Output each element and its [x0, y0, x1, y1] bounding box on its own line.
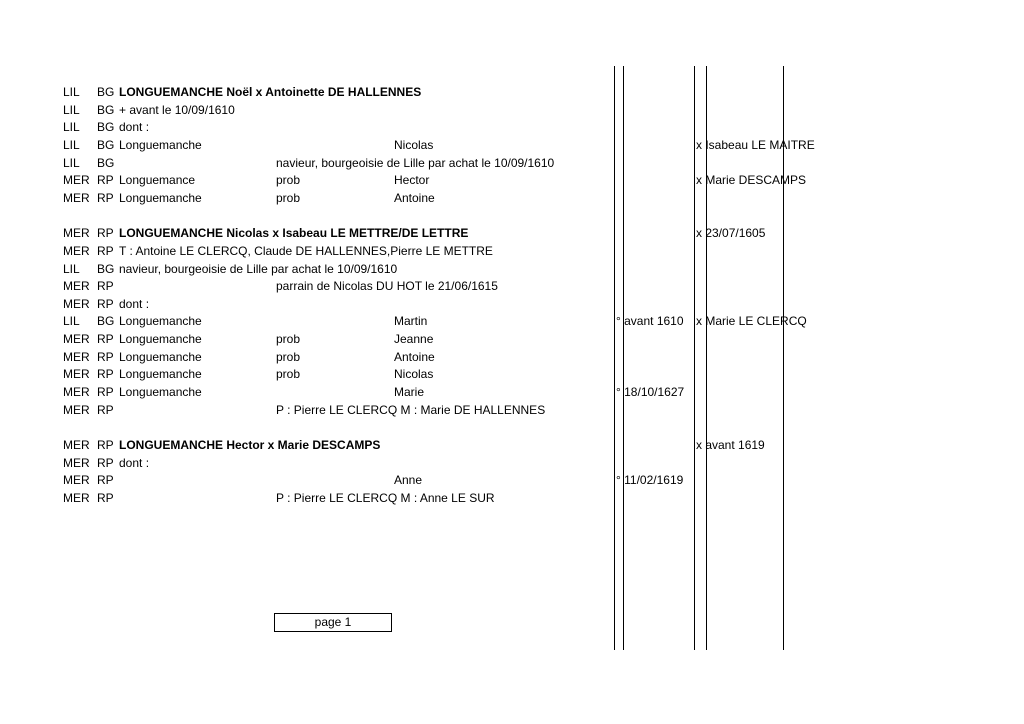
cell-given-name: Antoine: [394, 190, 435, 205]
cell-given-name: Hector: [394, 173, 430, 188]
record-row: [0, 261, 1024, 278]
cell-register-code: RP: [97, 402, 114, 417]
record-row: [0, 472, 1024, 489]
cell-source-code: MER: [63, 279, 90, 294]
cell-source-code: LIL: [63, 155, 80, 170]
record-row: [0, 419, 1024, 436]
cell-birth-date: ° avant 1610: [616, 314, 684, 329]
record-row: [0, 313, 1024, 330]
cell-source-code: MER: [63, 473, 90, 488]
cell-note: navieur, bourgeoisie de Lille par achat le 10/09/1610: [276, 155, 555, 170]
cell-register-code: RP: [97, 279, 114, 294]
cell-marriage: x Marie DESCAMPS: [696, 173, 807, 188]
cell-source-code: MER: [63, 296, 90, 311]
cell-source-code: MER: [63, 226, 90, 241]
cell-source-code: LIL: [63, 137, 80, 152]
record-row: [0, 384, 1024, 401]
cell-surname-or-text: LONGUEMANCHE Nicolas x Isabeau LE METTRE/DE LETTRE: [119, 226, 469, 241]
cell-surname-or-text: navieur, bourgeoisie de Lille par achat le 10/09/1610: [119, 261, 398, 276]
cell-register-code: RP: [97, 173, 114, 188]
cell-given-name: Nicolas: [394, 367, 434, 382]
record-row: [0, 455, 1024, 472]
cell-register-code: BG: [97, 85, 115, 99]
cell-note: prob: [276, 190, 301, 205]
cell-register-code: RP: [97, 490, 114, 505]
cell-marriage: x 23/07/1605: [696, 226, 766, 241]
cell-note: P : Pierre LE CLERCQ M : Anne LE SUR: [276, 490, 495, 505]
cell-surname-or-text: Longuemanche: [119, 314, 202, 329]
cell-source-code: MER: [63, 438, 90, 452]
cell-register-code: RP: [97, 473, 114, 488]
cell-source-code: MER: [63, 490, 90, 505]
cell-marriage: x Isabeau LE MAITRE: [696, 137, 815, 152]
cell-note: prob: [276, 367, 301, 382]
cell-given-name: Nicolas: [394, 137, 434, 152]
record-row: [0, 137, 1024, 154]
cell-surname-or-text: dont :: [119, 120, 150, 135]
cell-birth-date: ° 18/10/1627: [616, 385, 685, 399]
cell-register-code: RP: [97, 349, 114, 364]
cell-given-name: Antoine: [394, 349, 435, 364]
record-row: [0, 366, 1024, 383]
cell-register-code: BG: [97, 137, 115, 152]
cell-source-code: MER: [63, 349, 90, 364]
record-row: [0, 296, 1024, 313]
cell-surname-or-text: Longuemance: [119, 173, 196, 188]
cell-source-code: LIL: [63, 314, 80, 329]
record-row: [0, 349, 1024, 366]
record-row: [0, 437, 1024, 454]
cell-source-code: LIL: [63, 120, 80, 135]
cell-birth-date: ° 11/02/1619: [616, 473, 684, 488]
cell-note: prob: [276, 349, 301, 364]
cell-surname-or-text: Longuemanche: [119, 367, 202, 382]
cell-source-code: MER: [63, 190, 90, 205]
page-number-label: page 1: [314, 615, 352, 629]
cell-surname-or-text: LONGUEMANCHE Hector x Marie DESCAMPS: [119, 438, 381, 452]
cell-note: prob: [276, 332, 301, 347]
cell-register-code: BG: [97, 261, 115, 276]
cell-register-code: BG: [97, 120, 115, 135]
cell-surname-or-text: dont :: [119, 296, 150, 311]
cell-register-code: RP: [97, 332, 114, 347]
record-row: [0, 331, 1024, 348]
cell-register-code: BG: [97, 102, 115, 117]
cell-note: P : Pierre LE CLERCQ M : Marie DE HALLENNES: [276, 402, 546, 417]
cell-source-code: MER: [63, 455, 90, 470]
record-row: [0, 102, 1024, 119]
record-row: [0, 490, 1024, 507]
cell-register-code: RP: [97, 455, 114, 470]
record-row: [0, 172, 1024, 189]
cell-source-code: MER: [63, 385, 90, 399]
cell-source-code: LIL: [63, 85, 80, 99]
cell-register-code: RP: [97, 367, 114, 382]
record-row: [0, 208, 1024, 225]
record-row: [0, 243, 1024, 260]
cell-note: parrain de Nicolas DU HOT le 21/06/1615: [276, 279, 498, 294]
cell-register-code: RP: [97, 243, 114, 258]
cell-surname-or-text: T : Antoine LE CLERCQ, Claude DE HALLENNES,Pierre LE METTRE: [119, 243, 493, 258]
record-row: [0, 225, 1024, 242]
cell-register-code: RP: [97, 438, 114, 452]
page-number-box: [274, 613, 392, 632]
cell-surname-or-text: Longuemanche: [119, 385, 202, 399]
cell-register-code: RP: [97, 190, 114, 205]
cell-surname-or-text: + avant le 10/09/1610: [119, 102, 235, 117]
cell-given-name: Martin: [394, 314, 428, 329]
cell-surname-or-text: LONGUEMANCHE Noël x Antoinette DE HALLENNES: [119, 85, 422, 99]
cell-given-name: Jeanne: [394, 332, 434, 347]
cell-marriage: x avant 1619: [696, 438, 765, 452]
cell-source-code: MER: [63, 332, 90, 347]
cell-register-code: RP: [97, 385, 114, 399]
cell-surname-or-text: Longuemanche: [119, 332, 202, 347]
cell-source-code: LIL: [63, 261, 80, 276]
cell-register-code: RP: [97, 226, 114, 241]
cell-marriage: x Marie LE CLERCQ: [696, 314, 807, 329]
cell-surname-or-text: Longuemanche: [119, 137, 202, 152]
cell-register-code: BG: [97, 155, 115, 170]
record-row: [0, 278, 1024, 295]
cell-note: prob: [276, 173, 301, 188]
record-row: [0, 190, 1024, 207]
cell-register-code: BG: [97, 314, 115, 329]
cell-source-code: LIL: [63, 102, 80, 117]
cell-given-name: Marie: [394, 385, 425, 399]
cell-surname-or-text: dont :: [119, 455, 150, 470]
record-row: [0, 402, 1024, 419]
cell-source-code: MER: [63, 243, 90, 258]
cell-source-code: MER: [63, 173, 90, 188]
cell-register-code: RP: [97, 296, 114, 311]
record-row: [0, 84, 1024, 101]
cell-source-code: MER: [63, 367, 90, 382]
cell-source-code: MER: [63, 402, 90, 417]
record-row: [0, 155, 1024, 172]
cell-given-name: Anne: [394, 473, 423, 488]
cell-surname-or-text: Longuemanche: [119, 190, 202, 205]
cell-surname-or-text: Longuemanche: [119, 349, 202, 364]
record-row: [0, 119, 1024, 136]
